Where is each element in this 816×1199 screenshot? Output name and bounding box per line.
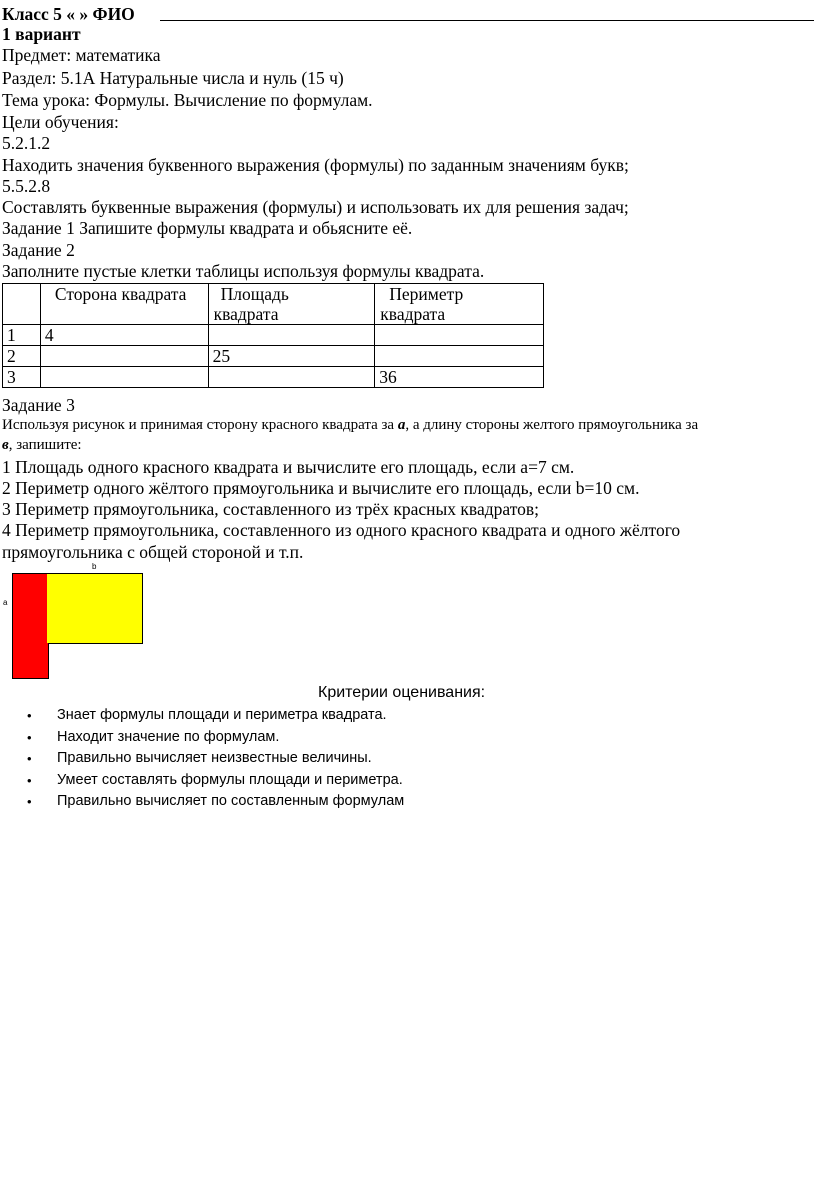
bullet-icon: • xyxy=(27,708,32,723)
header-side: Сторона квадрата xyxy=(54,284,187,304)
table-cell: 1 xyxy=(3,325,41,346)
task3-item-4: 4 Периметр прямоугольника, составленного из одного красного квадрата и одного жёлтого xyxy=(2,520,681,540)
yellow-rectangle-1 xyxy=(47,573,143,610)
table-header-row xyxy=(3,284,544,325)
list-item xyxy=(0,748,404,770)
criteria-item-text: Правильно вычисляет по составленным формулам xyxy=(57,793,405,809)
topic-line: Тема урока: Формулы. Вычисление по формулам. xyxy=(2,90,373,110)
task2-instruction: Заполните пустые клетки таблицы используя формулы квадрата. xyxy=(2,261,485,281)
var-b: в xyxy=(2,437,9,453)
goal2-text: Составлять буквенные выражения (формулы) и использовать их для решения задач; xyxy=(2,197,629,217)
table-cell: 4 xyxy=(40,325,208,346)
bullet-icon: • xyxy=(27,729,32,745)
table-header-cell xyxy=(40,284,208,325)
subject-line: Предмет: математика xyxy=(2,45,161,65)
table-cell: 2 xyxy=(3,346,41,367)
list-item xyxy=(0,727,404,749)
header-perimeter-line2: квадрата xyxy=(380,304,446,324)
name-underline xyxy=(160,20,814,21)
table-header-cell xyxy=(3,284,41,325)
task3-intro-cont xyxy=(2,436,82,455)
yellow-rectangle-2 xyxy=(47,608,143,644)
criteria-list xyxy=(0,705,404,813)
task2-title: Задание 2 xyxy=(2,240,75,260)
figure-label-a: a xyxy=(3,598,8,607)
table-cell xyxy=(375,346,544,367)
figure-label-b: b xyxy=(92,562,97,571)
red-square-1 xyxy=(12,573,49,610)
header-area-line2: квадрата xyxy=(213,304,279,324)
table-row xyxy=(3,367,544,388)
table-cell xyxy=(208,367,375,388)
criteria-item-text: Находит значение по формулам. xyxy=(57,728,280,745)
goals-heading: Цели обучения: xyxy=(2,112,119,132)
table-cell xyxy=(40,346,208,367)
header-area-line1: Площадь xyxy=(220,284,289,304)
table-cell: 3 xyxy=(3,367,41,388)
red-square-3 xyxy=(12,643,49,679)
class-label: Класс 5 « » ФИО xyxy=(2,4,135,24)
bullet-icon: • xyxy=(27,794,32,809)
goal1-code: 5.2.1.2 xyxy=(2,133,51,153)
square-table xyxy=(2,283,544,388)
table-cell xyxy=(40,367,208,388)
task3-item-2: 2 Периметр одного жёлтого прямоугольника и вычислите его площадь, если b=10 см. xyxy=(2,478,640,498)
table-cell: 36 xyxy=(375,367,544,388)
task3-item-1: 1 Площадь одного красного квадрата и вычислите его площадь, если а=7 см. xyxy=(2,457,575,477)
table-cell xyxy=(208,325,375,346)
criteria-title: Критерии оценивания: xyxy=(318,684,486,701)
table-row xyxy=(3,346,544,367)
task3-intro-part2: , а длину стороны желтого прямоугольника за xyxy=(405,417,699,433)
list-item xyxy=(0,791,404,813)
table-cell: 25 xyxy=(208,346,375,367)
task3-intro-part1: Используя рисунок и принимая сторону красного квадрата за xyxy=(2,417,398,433)
header-perimeter-line1: Периметр xyxy=(389,284,464,304)
red-square-2 xyxy=(12,608,49,644)
task3-item-3: 3 Периметр прямоугольника, составленного из трёх красных квадратов; xyxy=(2,499,539,519)
table-header-cell xyxy=(208,284,375,325)
bullet-icon: • xyxy=(27,751,32,766)
criteria-item-text: Правильно вычисляет неизвестные величины. xyxy=(57,750,372,766)
table-row xyxy=(3,325,544,346)
list-item xyxy=(0,770,404,792)
variant-label: 1 вариант xyxy=(2,24,81,44)
criteria-item-text: Знает формулы площади и периметра квадрата. xyxy=(57,707,387,723)
goal1-text: Находить значения буквенного выражения (формулы) по заданным значениям букв; xyxy=(2,155,629,175)
var-a: а xyxy=(397,417,406,433)
task1-text: Задание 1 Запишите формулы квадрата и обьясните её. xyxy=(2,218,413,238)
task3-intro-part3: , запишите: xyxy=(8,437,82,453)
task3-intro xyxy=(2,416,698,435)
task3-item-4-cont: прямоугольника с общей стороной и т.п. xyxy=(2,542,304,562)
task3-title: Задание 3 xyxy=(2,395,75,415)
list-item xyxy=(0,705,404,727)
section-line: Раздел: 5.1А Натуральные числа и нуль (15 ч) xyxy=(2,68,344,88)
criteria-item-text: Умеет составлять формулы площади и периметра. xyxy=(57,771,403,788)
bullet-icon: • xyxy=(27,772,32,788)
goal2-code: 5.5.2.8 xyxy=(2,176,51,196)
table-cell xyxy=(375,325,544,346)
table-header-cell xyxy=(375,284,544,325)
